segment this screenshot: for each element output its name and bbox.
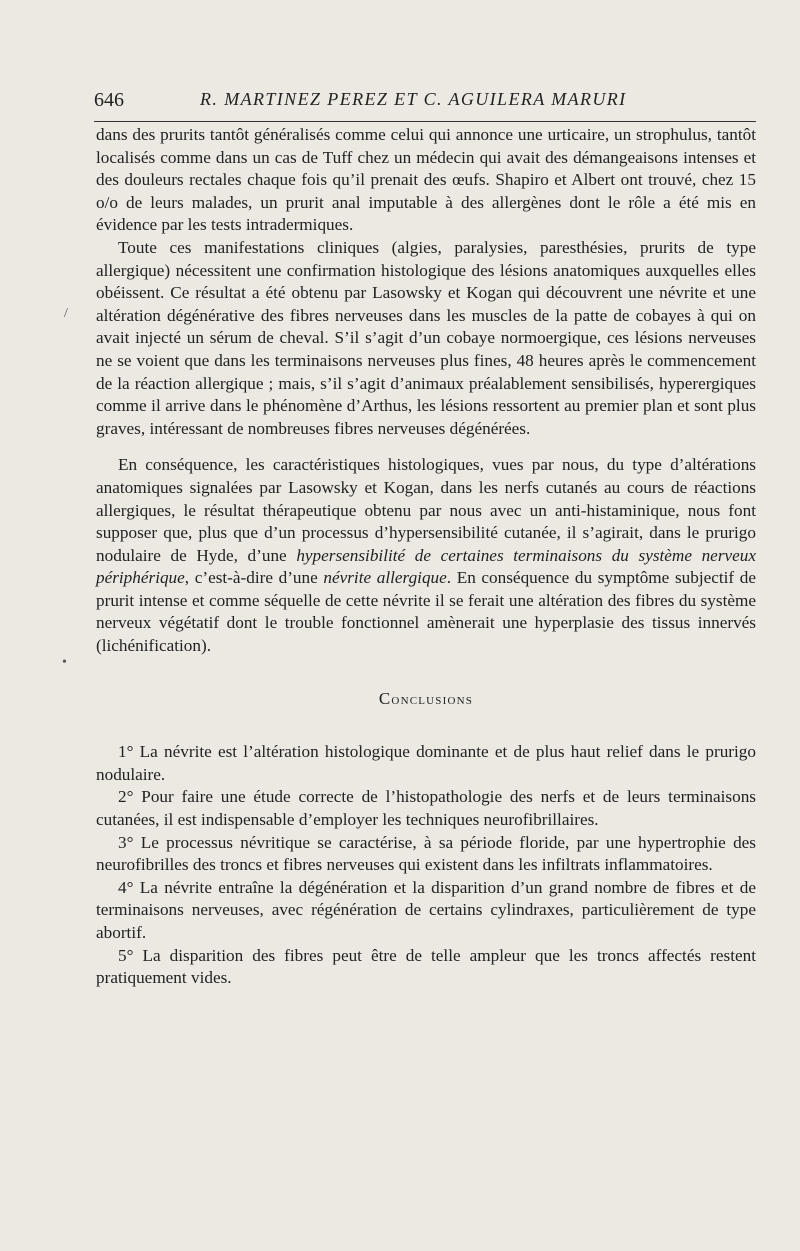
paragraph-2: Toute ces manifestations cliniques (algies, paralysies, paresthésies, prurits de type allergique) nécessitent une confirmation histologique des lésions anatomiques auxquelles elles obéissent. Ce résultat a été obtenu par Lasowsky et Kogan qui découvrent une névrite et une altération dégénérative des fibres nerveuses dans les muscles de la patte de cobayes à qui on avait injecté un sérum de cheval. S’il s’agit d’un cobaye normoergique, ces lésions nerveuses ne se voient que dans les terminaisons nerveuses plus fines, 48 heures après le commencement de la réaction allergique ; mais, s’il s’agit d’animaux préalablement sensibilisés, hyperergiques comme il arrive dans le phénomène d’Arthus, les lésions ressortent au premier plan et sont plus graves, intéressant de nombreuses fibres nerveuses dégénérées.	[96, 237, 756, 438]
conclusion-item-2: 2° Pour faire une étude correcte de l’histopathologie des nerfs et de leurs terminaisons cutanées, il est indispensable d’employer les techniques neurofibrillaires.	[96, 787, 756, 830]
paragraph-3-italic-term: névrite allergique	[323, 568, 447, 588]
conclusion-item-5: 5° La disparition des fibres peut être de telle ampleur que les troncs affectés restent pratiquement vides.	[96, 945, 756, 988]
margin-mark: •	[62, 655, 67, 670]
paragraph-3-text: , c’est-à-dire d’une	[184, 568, 324, 588]
paragraph-3-text: En conséquence, les caractéristiques histologiques, vues par nous, du type d’altérations anatomiques signalées par Lasowsky et Kogan, dans les nerfs cutanés au cours de réactions allergiques, le résultat thérapeutique obtenu par nous avec un anti-histaminique, nous font supposer que, plus que d’un processus d’hypersensibilité cutanée, il s’agirait, dans le prurigo nodulaire de Hyde, d’une	[96, 455, 756, 565]
running-head: R. MARTINEZ PEREZ ET C. AGUILERA MARURI	[200, 89, 627, 109]
margin-mark: /	[64, 306, 68, 321]
paragraph-3	[96, 454, 756, 657]
conclusion-item-1: 1° La névrite est l’altération histologique dominante et de plus haut relief dans le prurigo nodulaire.	[96, 742, 756, 784]
page-number: 646	[94, 89, 124, 111]
paragraph-3-text: . En conséquence du symptôme subjectif de prurit intense et comme séquelle de cette névrite il se ferait une altération des fibres du système nerveux végétatif dont le trouble fonctionnel amènerait une hyperplasie des tissus innervés (lichénification).	[96, 568, 756, 656]
body-text	[96, 124, 756, 990]
conclusions-heading: Conclusions	[378, 688, 474, 708]
conclusion-item-4: 4° La névrite entraîne la dégénération et la disparition d’un grand nombre de fibres et de terminaisons nerveuses, avec régénération de certains cylindraxes, particulièrement de type abortif.	[96, 877, 756, 942]
conclusion-item-3: 3° Le processus névritique se caractérise, à sa période floride, par une hypertrophie des neurofibrilles des troncs et fibres nerveuses qui existent dans les infiltrats inflammatoires.	[96, 832, 756, 875]
page-header	[94, 89, 756, 115]
paragraph-1: dans des prurits tantôt généralisés comme celui qui annonce une urticaire, un strophulus, tantôt localisés comme dans un cas de Tuff chez un médecin qui avait des démangeaisons intenses et des douleurs rectales chaque fois qu’il prenait des œufs. Shapiro et Albert ont trouvé, chez 15 o/o de leurs malades, un prurit anal imputable à des allergènes dont le rôle a été mis en évidence par les tests intradermiques.	[96, 125, 756, 235]
paragraph-3-italic-term: hypersensibilité de certaines terminaisons du système nerveux périphérique	[96, 545, 756, 588]
header-rule	[94, 121, 756, 122]
